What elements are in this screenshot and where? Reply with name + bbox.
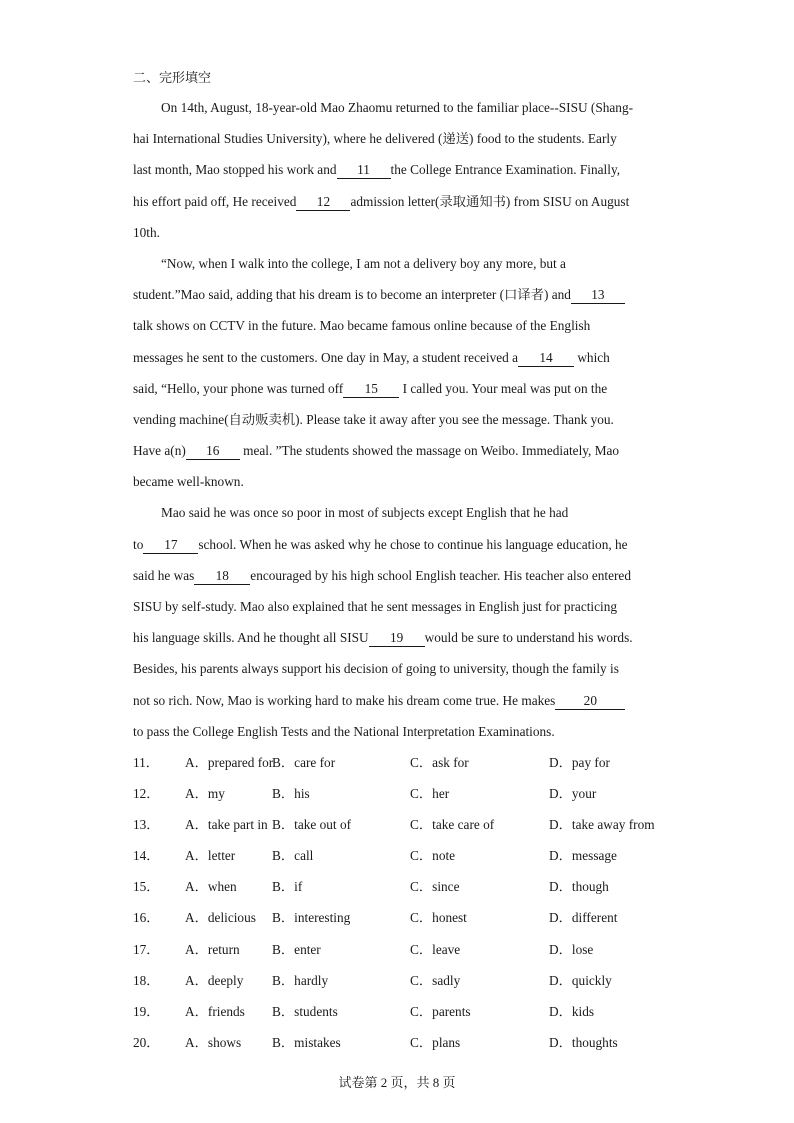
question-number: 12．: [133, 786, 160, 802]
option-c: C．leave: [410, 941, 461, 957]
question-number: 15．: [133, 879, 160, 895]
option-c: C．plans: [410, 1034, 461, 1050]
option-d: D．pay for: [549, 755, 610, 770]
option-b: B．students: [272, 1003, 338, 1019]
passage-line: not so rich. Now, Mao is working hard to make his dream come true. He makes 20: [133, 689, 663, 720]
option-c: C．honest: [410, 910, 467, 926]
option-d: D．message: [549, 848, 617, 864]
option-d: D．lose: [549, 941, 594, 957]
blank-13: 13: [571, 286, 625, 304]
option-b: B．enter: [272, 941, 321, 957]
passage-line: Besides, his parents always support his decision of going to university, though the family is: [133, 661, 619, 677]
option-a: A．deeply: [185, 972, 244, 988]
option-c: C．since: [410, 879, 460, 895]
passage-line: his language skills. And he thought all SISU 19 would be sure to understand his words.: [133, 630, 633, 646]
passage-line: SISU by self-study. Mao also explained that he sent messages in English just for practicing: [133, 599, 618, 614]
question-number: 16．: [133, 910, 160, 926]
blank-17: 17: [143, 536, 198, 554]
option-b: B．his: [272, 786, 310, 802]
option-d: D．quickly: [549, 972, 612, 988]
option-d: D．take away from: [549, 817, 655, 833]
option-c: C．her: [410, 786, 450, 802]
blank-11: 11: [337, 161, 391, 179]
passage-line: talk shows on CCTV in the future. Mao became famous online because of the English: [133, 318, 591, 334]
option-a: A．letter: [185, 848, 236, 864]
question-number: 18．: [133, 972, 160, 988]
option-b: B．call: [272, 848, 314, 864]
blank-20: 20: [555, 692, 625, 710]
question-number: 17．: [133, 941, 160, 957]
option-a: A．friends: [185, 1003, 245, 1019]
option-d: D．your: [549, 786, 597, 802]
passage-line: 10th.: [133, 224, 160, 240]
passage-line: vending machine(自动贩卖机). Please take it away after you see the message. Thank you.: [133, 411, 614, 427]
passage-line: “Now, when I walk into the college, I am not a delivery boy any more, but a: [161, 255, 566, 271]
option-a: A．delicious: [185, 910, 256, 926]
blank-19: 19: [369, 629, 425, 647]
option-d: D．though: [549, 879, 609, 895]
passage-line: his effort paid off, He received 12 admission letter(录取通知书) from SISU on August: [133, 193, 630, 209]
option-b: B．take out of: [272, 817, 352, 833]
option-c: C．sadly: [410, 972, 461, 988]
blank-12: 12: [296, 193, 350, 211]
passage-line: to 17 school. When he was asked why he chose to continue his language education, he: [133, 536, 628, 552]
passage-line: student.”Mao said, adding that his dream is to become an interpreter (口译者) and 13: [133, 283, 663, 314]
passage-line: said, “Hello, your phone was turned off 15 I called you. Your meal was put on the: [133, 380, 608, 396]
question-number: 11．: [133, 755, 160, 770]
option-a: A．my: [185, 786, 225, 802]
passage-line: said he was 18 encouraged by his high school English teacher. His teacher also entered: [133, 567, 631, 583]
option-b: B．if: [272, 879, 303, 895]
option-a: A．take part in: [185, 817, 268, 833]
option-a: A．prepared for: [185, 755, 274, 770]
passage-line: Mao said he was once so poor in most of subjects except English that he had: [161, 505, 569, 521]
passage-line: hai International Studies University), where he delivered (递送) food to the students. Early: [133, 131, 617, 147]
option-b: B．interesting: [272, 910, 351, 926]
question-number: 14．: [133, 848, 160, 864]
passage-line: last month, Mao stopped his work and 11 the College Entrance Examination. Finally,: [133, 162, 621, 178]
passage-line: On 14th, August, 18-year-old Mao Zhaomu returned to the familiar place--SISU (Shang-: [161, 100, 634, 115]
cloze-passage: [133, 96, 663, 751]
question-number: 13．: [133, 817, 160, 833]
option-b: B．mistakes: [272, 1034, 341, 1050]
option-d: D．different: [549, 910, 618, 926]
option-d: D．kids: [549, 1003, 595, 1019]
blank-15: 15: [343, 380, 399, 398]
option-b: B．hardly: [272, 972, 329, 988]
section-title: 二、完形填空: [133, 71, 212, 86]
question-number: 19．: [133, 1003, 160, 1019]
passage-line: Have a(n) 16 meal. ”The students showed the massage on Weibo. Immediately, Mao: [133, 443, 620, 459]
blank-18: 18: [194, 567, 250, 585]
question-number: 20．: [133, 1034, 160, 1050]
blank-16: 16: [186, 442, 240, 460]
option-c: C．ask for: [410, 755, 469, 770]
option-c: C．take care of: [410, 817, 495, 833]
option-c: C．parents: [410, 1003, 471, 1019]
option-a: A．when: [185, 879, 237, 895]
blank-14: 14: [518, 349, 574, 367]
passage-line: became well-known.: [133, 474, 244, 490]
option-a: A．return: [185, 941, 240, 957]
option-a: A．shows: [185, 1034, 242, 1050]
option-d: D．thoughts: [549, 1034, 618, 1050]
passage-line: to pass the College English Tests and the National Interpretation Examinations.: [133, 723, 555, 739]
passage-line: messages he sent to the customers. One day in May, a student received a 14 which: [133, 349, 610, 365]
option-b: B．care for: [272, 755, 336, 770]
option-c: C．note: [410, 848, 456, 864]
page-footer: 试卷第 2 页，共 8 页: [338, 1075, 456, 1090]
